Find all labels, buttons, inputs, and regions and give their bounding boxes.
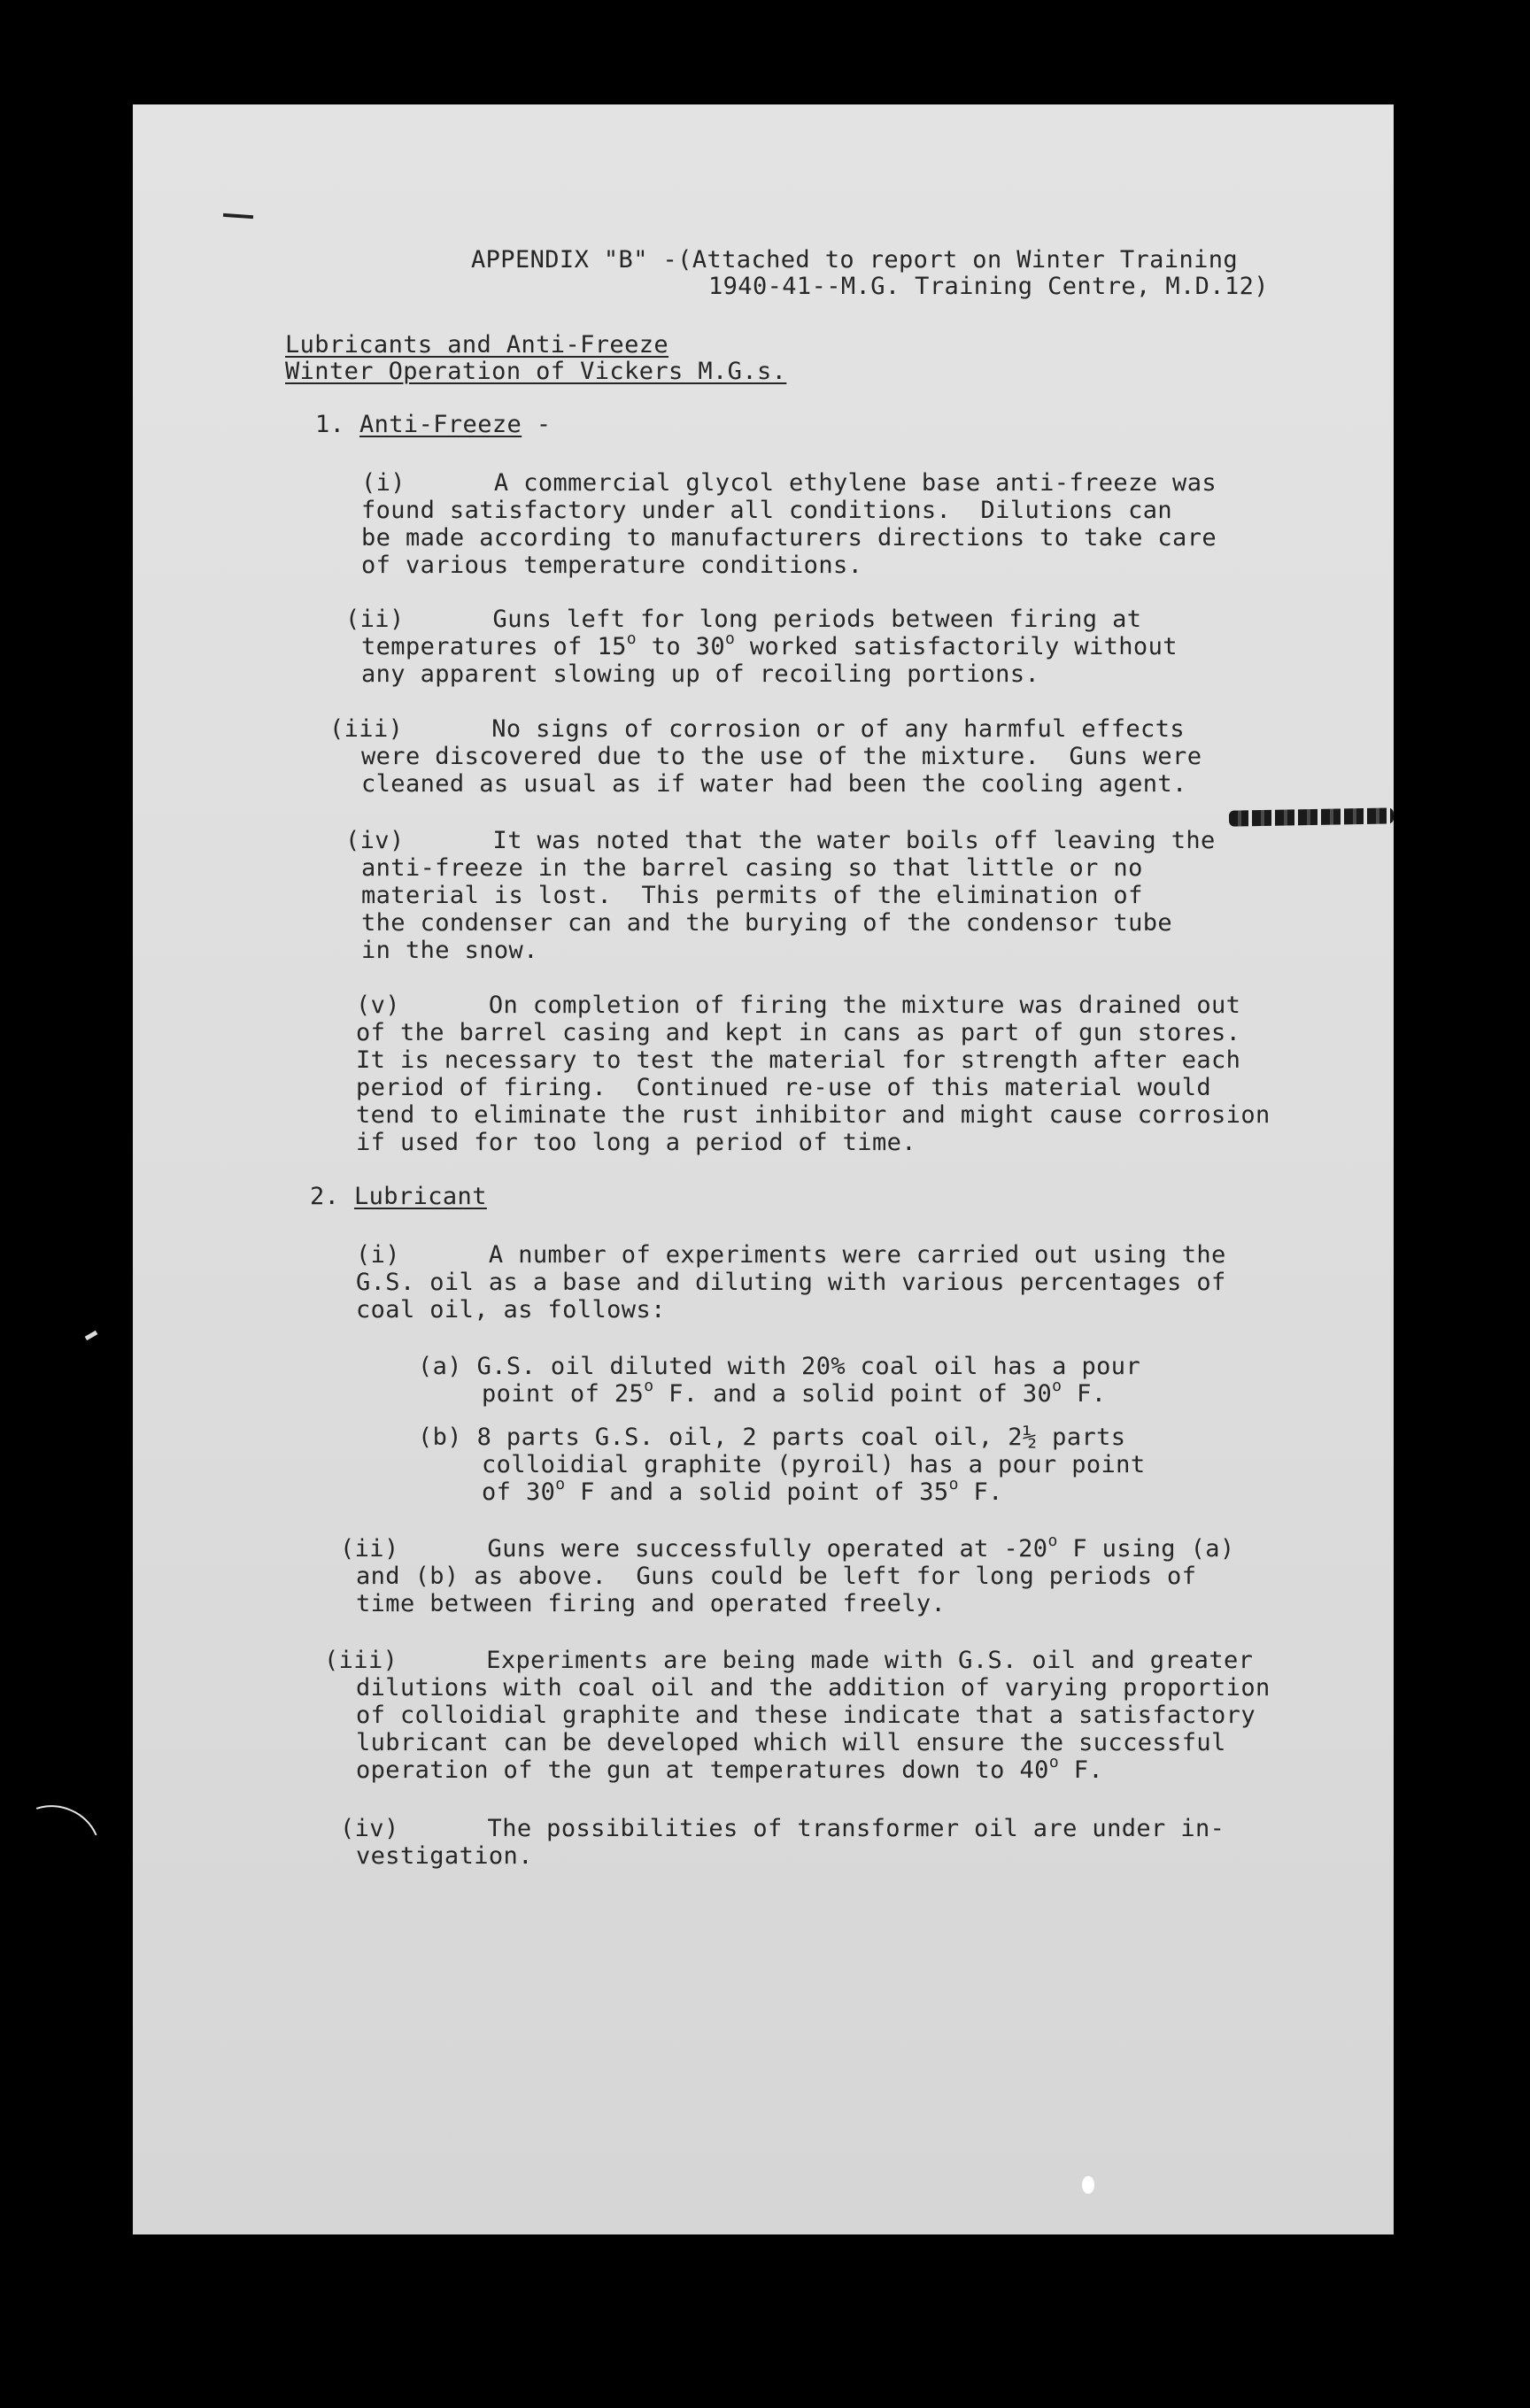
s2-a-line-1: (a) G.S. oil diluted with 20% coal oil has a pour bbox=[418, 1353, 1141, 1380]
s2-iii-line-4: lubricant can be developed which will ensure the successful bbox=[356, 1729, 1226, 1756]
s1-iv-line-1: (iv) It was noted that the water boils off leaving the bbox=[345, 827, 1216, 854]
s2-iii-line-5: operation of the gun at temperatures down to 40$^o$ F. bbox=[356, 1753, 1104, 1784]
degree-sup: o bbox=[948, 1475, 959, 1493]
degree-sup: o bbox=[1047, 1532, 1058, 1550]
document-body bbox=[133, 104, 1394, 2234]
degree-sup: o bbox=[1048, 1753, 1060, 1771]
s1-ii-line-2: temperatures of 15$^o$ to 30$^o$ worked satisfactorily without bbox=[361, 629, 1178, 660]
s1-v-line-1: (v) On completion of firing the mixture was drained out bbox=[356, 992, 1241, 1019]
section-1-number: 1. bbox=[315, 411, 345, 438]
s1-iv-line-4: the condenser can and the burying of the condensor tube bbox=[361, 909, 1173, 937]
section-1-title: Anti-Freeze bbox=[359, 411, 522, 438]
s2-iii-line-3: of colloidial graphite and these indicate that a satisfactory bbox=[356, 1702, 1256, 1729]
s1-v-line-4: period of firing. Continued re-use of this material would bbox=[356, 1074, 1212, 1101]
s2-iii-line-1: (iii) Experiments are being made with G.S. oil and greater bbox=[324, 1647, 1254, 1674]
s2-iv-line-1: (iv) The possibilities of transformer oil are under in- bbox=[340, 1815, 1225, 1842]
s1-i-line-4: of various temperature conditions. bbox=[361, 552, 863, 579]
title-line-2: Winter Operation of Vickers M.G.s. bbox=[285, 358, 787, 385]
s2-i-line-3: coal oil, as follows: bbox=[356, 1296, 666, 1324]
s2-b-line-2: colloidial graphite (pyroil) has a pour point bbox=[482, 1451, 1146, 1478]
s1-iii-line-3: cleaned as usual as if water had been the cooling agent. bbox=[361, 770, 1187, 798]
s1-iii-line-2: were discovered due to the use of the mixture. Guns were bbox=[361, 743, 1202, 770]
s2-i-line-1: (i) A number of experiments were carried out using the bbox=[356, 1241, 1226, 1269]
document-page bbox=[133, 104, 1394, 2234]
s2-ii-line-2: and (b) as above. Guns could be left for long periods of bbox=[356, 1563, 1197, 1590]
s2-i-line-2: G.S. oil as a base and diluting with various percentages of bbox=[356, 1269, 1226, 1296]
s1-v-line-6: if used for too long a period of time. bbox=[356, 1129, 916, 1156]
s1-i-line-2: found satisfactory under all conditions. Dilutions can bbox=[361, 497, 1173, 524]
paper-blemish bbox=[1082, 2176, 1094, 2194]
s1-iv-line-5: in the snow. bbox=[361, 937, 538, 964]
header-line-1: APPENDIX "B" -(Attached to report on Winter Training bbox=[471, 246, 1239, 274]
s2-ii-line-1: (ii) Guns were successfully operated at -20$^o$ F using (a) bbox=[340, 1532, 1235, 1563]
s1-iii-line-1: (iii) No signs of corrosion or of any harmful effects bbox=[329, 715, 1186, 743]
degree-sup: o bbox=[555, 1475, 566, 1493]
s1-v-line-3: It is necessary to test the material for strength after each bbox=[356, 1046, 1241, 1074]
s2-iii-line-2: dilutions with coal oil and the addition of varying proportion bbox=[356, 1674, 1271, 1702]
s1-iv-line-3: material is lost. This permits of the elimination of bbox=[361, 882, 1143, 909]
edge-fleck bbox=[85, 1331, 98, 1340]
section-2-number: 2. bbox=[310, 1183, 340, 1210]
s1-ii-line-3: any apparent slowing up of recoiling portions. bbox=[361, 660, 1040, 688]
section-1-dash: - bbox=[536, 411, 552, 438]
s1-iv-line-2: anti-freeze in the barrel casing so that little or no bbox=[361, 854, 1143, 882]
s1-ii-line-1: (ii) Guns left for long periods between firing at bbox=[345, 606, 1142, 633]
section-2-title: Lubricant bbox=[353, 1183, 487, 1210]
section-1-heading bbox=[315, 411, 552, 438]
section-2-heading bbox=[310, 1183, 487, 1210]
s2-ii-line-3: time between firing and operated freely. bbox=[356, 1590, 947, 1617]
degree-sup: o bbox=[644, 1377, 654, 1395]
s2-b-line-1: (b) 8 parts G.S. oil, 2 parts coal oil, 2½ parts bbox=[418, 1424, 1126, 1451]
header-line-2: 1940-41--M.G. Training Centre, M.D.12) bbox=[708, 273, 1269, 300]
ink-smear bbox=[1229, 807, 1394, 826]
degree-sup: o bbox=[1052, 1377, 1062, 1395]
degree-sup: o bbox=[626, 629, 638, 648]
s2-a-line-2: point of 25$^o$ F. and a solid point of 30$^o$ F. bbox=[482, 1377, 1107, 1408]
s2-iv-line-2: vestigation. bbox=[356, 1842, 533, 1870]
edge-hair bbox=[0, 1791, 114, 1904]
title-line-1: Lubricants and Anti-Freeze bbox=[285, 331, 669, 359]
degree-sup: o bbox=[724, 629, 736, 648]
s1-v-line-2: of the barrel casing and kept in cans as part of gun stores. bbox=[356, 1019, 1241, 1046]
s1-v-line-5: tend to eliminate the rust inhibitor and might cause corrosion bbox=[356, 1101, 1271, 1129]
s1-i-line-3: be made according to manufacturers directions to take care bbox=[361, 524, 1217, 552]
s2-b-line-3: of 30$^o$ F and a solid point of 35$^o$ F. bbox=[482, 1475, 1003, 1506]
s1-i-line-1: (i) A commercial glycol ethylene base anti-freeze was bbox=[361, 469, 1217, 497]
